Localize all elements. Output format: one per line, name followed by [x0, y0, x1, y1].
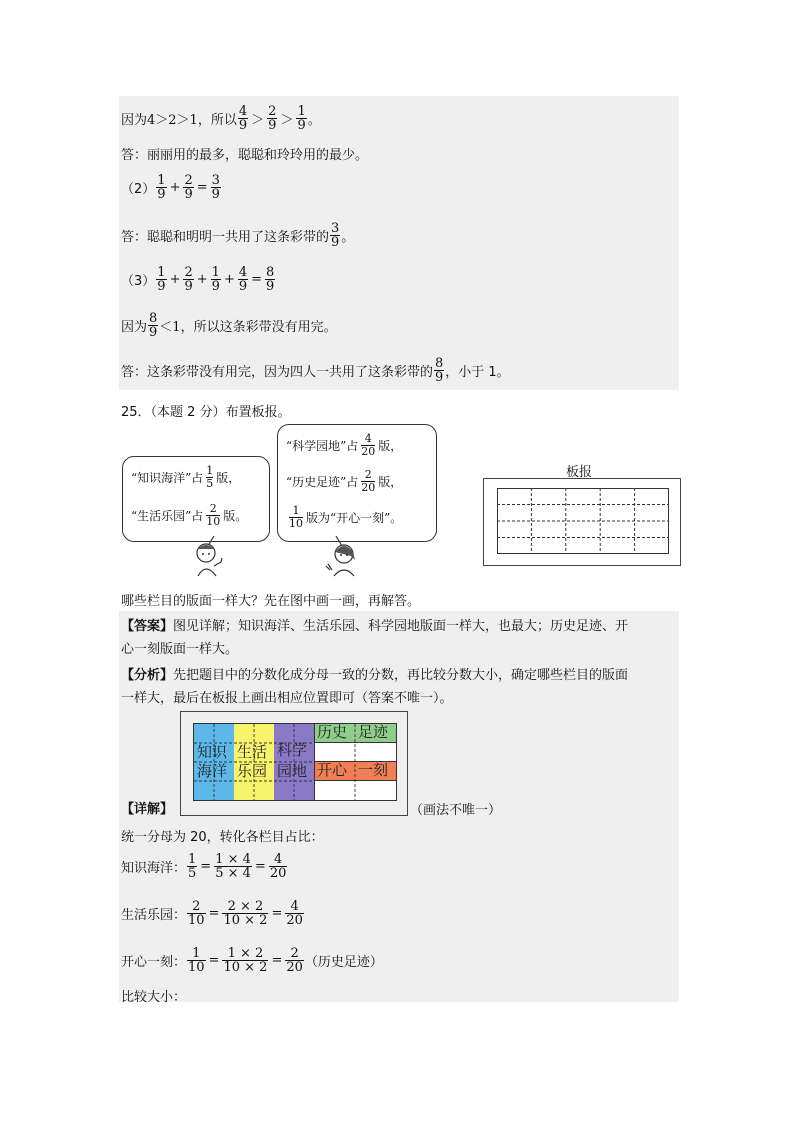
answer-line-2: 心一刻版面一样大。: [121, 641, 239, 657]
line-6: 因为 $\frac{8}{9}$ ＜1 ，所以这条彩带没有用完。: [121, 310, 337, 340]
fraction: $\frac{1 \times 4}{5 \times 4}$: [215, 851, 251, 881]
boy-illustration: [188, 536, 228, 580]
speech-bubble-boy: “知识海洋”占 1 5 版， “生活乐园”占 2 10 版。: [122, 456, 270, 542]
question-25-title: 25．（本题 2 分）布置板报。: [121, 404, 291, 420]
speech-bubble-girl: “科学园地”占 4 20 版， “历史足迹”占 2 20 版， 1 10 版为“开心一刻”。: [277, 424, 437, 542]
cell-text: 科学: [277, 741, 308, 759]
fraction: $\frac{2}{9}$: [184, 264, 193, 294]
fraction: $\frac{2}{9}$: [184, 172, 193, 202]
fraction: $\frac{8}{9}$: [149, 310, 158, 340]
fraction: $\frac{8}{9}$: [266, 264, 275, 294]
cell-text: 园地: [277, 762, 308, 780]
fraction: $\frac{4}{20}$: [269, 851, 287, 881]
line-3: （2） $\frac{1}{9}$ + $\frac{2}{9}$ = $\frac{3}{9}$: [121, 172, 220, 202]
line-4: 答：聪聪和明明一共用了这条彩带的 $\frac{3}{9}$ 。: [121, 220, 355, 250]
cell-text: 乐园: [237, 762, 268, 780]
fraction: $\frac{1}{5}$: [188, 851, 197, 881]
fraction: $\frac{2}{10}$: [188, 898, 205, 928]
line-7: 答：这条彩带没有用完，因为四人一共用了这条彩带的 $\frac{8}{9}$ ，小于 1。: [121, 355, 510, 385]
unify-line: 统一分母为 20，转化各栏目占比：: [121, 829, 324, 845]
cell-text: 知识: [197, 743, 228, 761]
detail-tag: 【详解】: [121, 801, 174, 817]
answer-line-1: 【答案】 图见详解；知识海洋、生活乐园、科学园地版面一样大，也最大；历史足迹、开: [121, 618, 629, 634]
fraction: $\frac{3}{9}$: [211, 172, 220, 202]
fraction: $\frac{1}{9}$: [297, 103, 306, 133]
line-2: 答：丽丽用的最多，聪聪和玲玲用的最少。: [121, 147, 369, 163]
fraction: 2 20: [361, 468, 376, 494]
conversion-life-garden: 生活乐园： $\frac{2}{10}$ = $\frac{2 \times 2}{10 \times 2}$ = $\frac{4}{20}$: [121, 898, 303, 928]
conversion-happy-moment: 开心一刻： $\frac{1}{10}$ = $\frac{1 \times 2}{10 \times 2}$ = $\frac{2}{20}$ （历史足迹）: [121, 945, 383, 975]
fraction: 1 10: [289, 504, 303, 530]
fraction: 2 10: [206, 502, 221, 528]
fraction: $\frac{8}{9}$: [435, 355, 444, 385]
analysis-line-1: 【分析】 先把题目中的分数化成分母一致的分数，再比较分数大小，确定哪些栏目的版面: [121, 667, 629, 683]
board-grid: [497, 488, 669, 554]
cell-text: 历史: [317, 723, 348, 741]
drawing-note: （画法不唯一）: [410, 803, 502, 818]
board-label: 板报: [566, 465, 593, 480]
analysis-line-2: 一样大，最后在板报上画出相应位置即可（答案不唯一）。: [121, 690, 453, 706]
fraction: $\frac{1}{9}$: [157, 264, 166, 294]
fraction: $\frac{1}{9}$: [157, 172, 166, 202]
fraction: $\frac{3}{9}$: [331, 220, 340, 250]
line-5: （3） $\frac{1}{9}$ + $\frac{2}{9}$ + $\frac{1}{9}$ + $\frac{4}{9}$ = $\frac{8}{9}$: [121, 264, 275, 294]
question-25-prompt: 哪些栏目的版面一样大？先在图中画一画，再解答。: [121, 593, 421, 609]
compare-line: 比较大小：: [121, 989, 187, 1005]
fraction: $\frac{4}{9}$: [238, 103, 248, 133]
fraction: $\frac{4}{9}$: [238, 264, 248, 294]
fraction: $\frac{1}{10}$: [188, 945, 205, 975]
cell-text: 足迹: [358, 723, 389, 741]
fraction: $\frac{2 \times 2}{10 \times 2}$: [223, 898, 268, 928]
conversion-knowledge-ocean: 知识海洋： $\frac{1}{5}$ = $\frac{1 \times 4}{5 \times 4}$ = $\frac{4}{20}$: [121, 851, 287, 881]
fraction: 4 20: [361, 432, 376, 458]
fraction: $\frac{2}{9}$: [268, 103, 277, 133]
cell-text: 生活: [237, 743, 268, 761]
fraction: 1 5: [206, 464, 214, 490]
fraction: $\frac{2}{20}$: [286, 945, 303, 975]
solution-board: [193, 723, 397, 801]
fraction: $\frac{4}{20}$: [286, 898, 303, 928]
line-1: 因为 4＞2＞1 ，所以 $\frac{4}{9}$ ＞ $\frac{2}{9}$ ＞ $\frac{1}{9}$ 。: [121, 103, 321, 133]
fraction: $\frac{1 \times 2}{10 \times 2}$: [223, 945, 268, 975]
cell-text: 一刻: [358, 761, 389, 779]
cell-text: 海洋: [197, 762, 228, 780]
fraction: $\frac{1}{9}$: [211, 264, 220, 294]
cell-text: 开心: [317, 761, 348, 779]
girl-illustration: [324, 536, 364, 580]
